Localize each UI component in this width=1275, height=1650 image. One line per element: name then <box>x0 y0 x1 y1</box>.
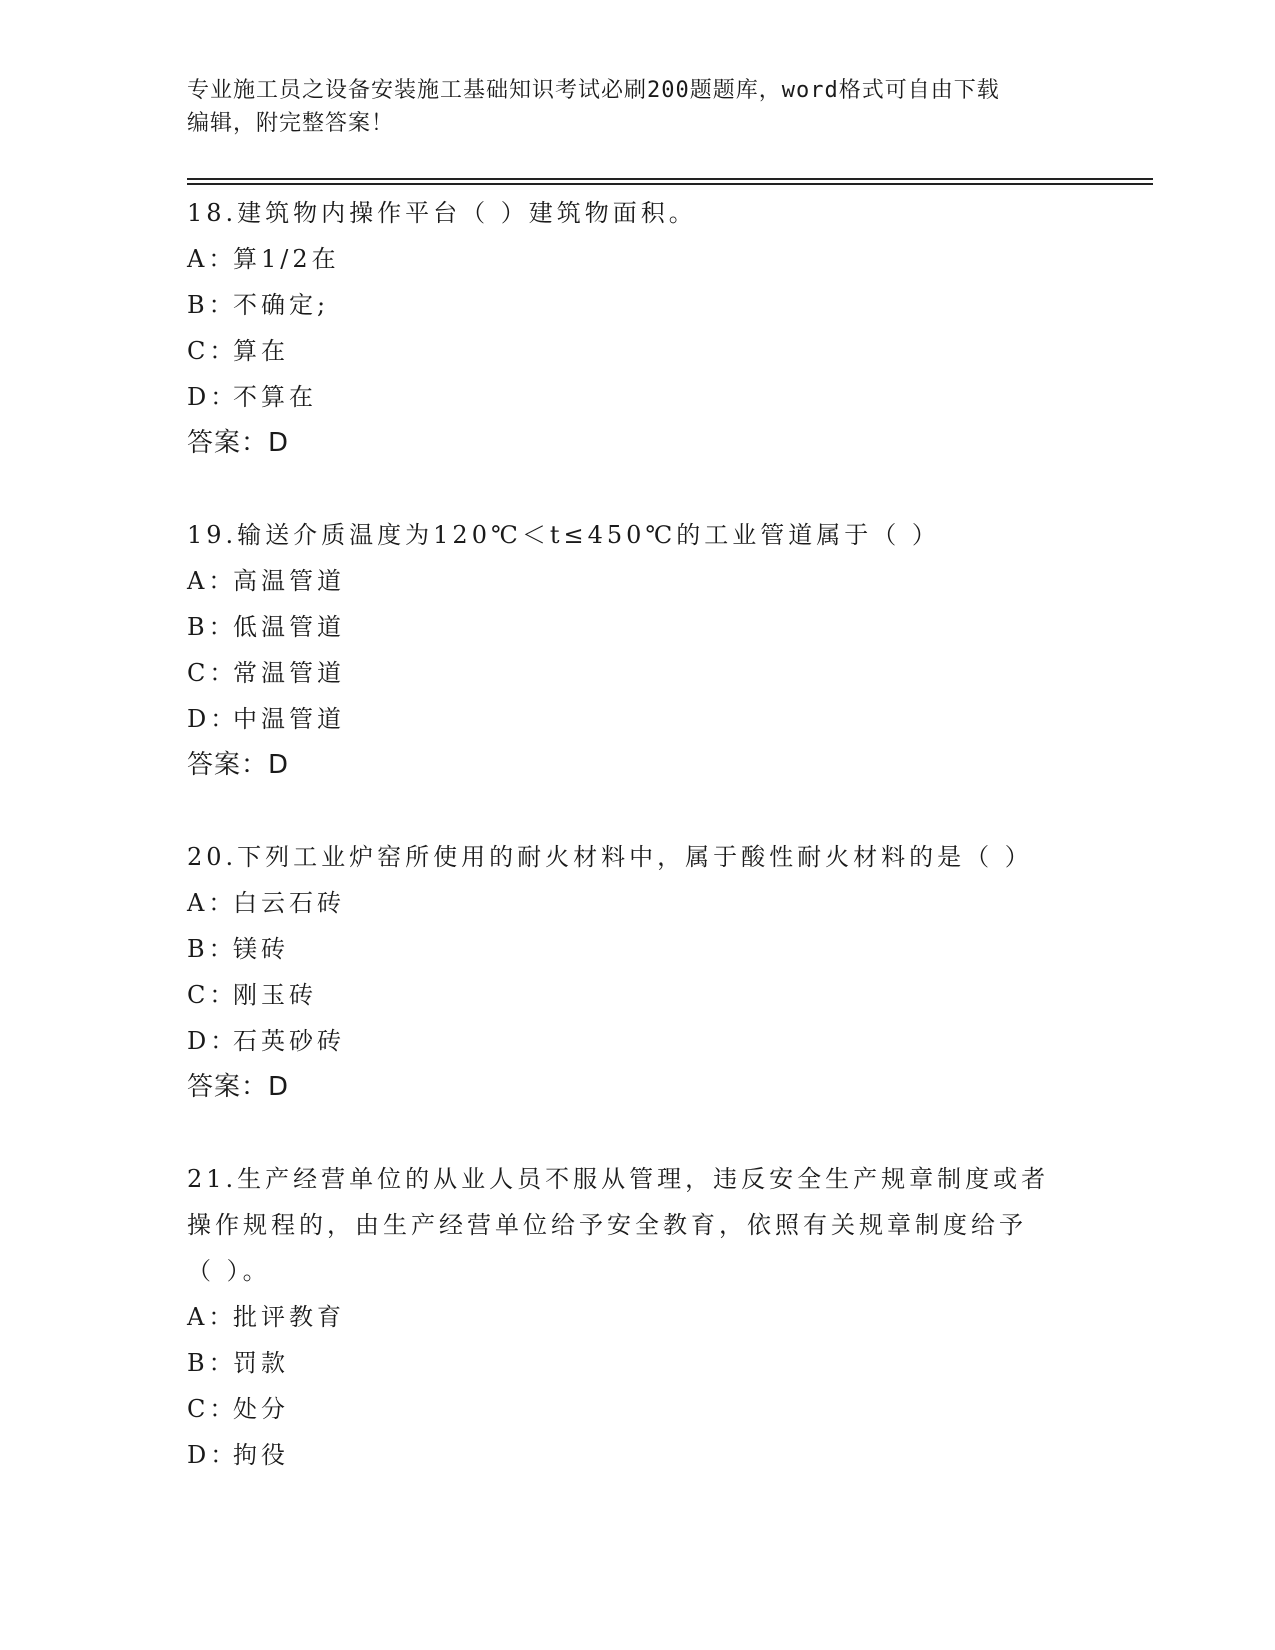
option-a <box>187 236 1087 282</box>
option-text: 白云石砖 <box>233 889 345 917</box>
option-letter: C： <box>187 981 238 1009</box>
header-divider-top <box>187 178 1153 180</box>
option-letter: A： <box>187 889 237 917</box>
option-text: 处分 <box>233 1395 289 1423</box>
question-21 <box>187 1156 1087 1478</box>
option-d <box>187 1018 1087 1064</box>
option-text: 不确定; <box>233 291 330 319</box>
option-text: 石英砂砖 <box>233 1027 345 1055</box>
option-letter: B： <box>187 291 237 319</box>
answer-line: 答案：D <box>187 428 290 458</box>
question-text-line-2: 操作规程的，由生产经营单位给予安全教育，依照有关规章制度给予 <box>187 1211 1027 1239</box>
header-line-2: 编辑，附完整答案！ <box>187 111 395 136</box>
option-text: 算1/2在 <box>233 245 340 273</box>
option-text: 高温管道 <box>233 567 345 595</box>
question-20 <box>187 834 1087 1110</box>
option-letter: D： <box>187 705 239 733</box>
option-text: 批评教育 <box>233 1303 345 1331</box>
option-b <box>187 282 1087 328</box>
option-letter: C： <box>187 659 238 687</box>
option-a <box>187 880 1087 926</box>
question-text: 18.建筑物内操作平台（ ）建筑物面积。 <box>187 199 697 227</box>
option-letter: D： <box>187 1027 239 1055</box>
document-header <box>187 74 1067 140</box>
answer-line: 答案：D <box>187 750 290 780</box>
option-a <box>187 558 1087 604</box>
option-letter: B： <box>187 613 237 641</box>
question-19 <box>187 512 1087 788</box>
answer-line: 答案：D <box>187 1072 290 1102</box>
option-text: 罚款 <box>233 1349 289 1377</box>
option-letter: C： <box>187 1395 238 1423</box>
option-letter: B： <box>187 935 237 963</box>
option-c <box>187 650 1087 696</box>
option-text: 刚玉砖 <box>233 981 317 1009</box>
option-d <box>187 1432 1087 1478</box>
question-list <box>187 190 1087 1524</box>
option-text: 不算在 <box>233 383 317 411</box>
question-18 <box>187 190 1087 466</box>
question-text: 20.下列工业炉窑所使用的耐火材料中，属于酸性耐火材料的是（ ） <box>187 843 1033 871</box>
option-letter: A： <box>187 567 237 595</box>
option-letter: A： <box>187 1303 237 1331</box>
option-letter: D： <box>187 1441 239 1469</box>
option-c <box>187 972 1087 1018</box>
option-d <box>187 696 1087 742</box>
option-a <box>187 1294 1087 1340</box>
option-d <box>187 374 1087 420</box>
option-letter: C： <box>187 337 238 365</box>
option-text: 拘役 <box>233 1441 289 1469</box>
option-text: 中温管道 <box>233 705 345 733</box>
option-b <box>187 604 1087 650</box>
option-letter: B： <box>187 1349 237 1377</box>
question-text-line-3: （ ）。 <box>187 1257 271 1285</box>
option-text: 低温管道 <box>233 613 345 641</box>
option-text: 常温管道 <box>233 659 345 687</box>
question-text-line-1: 21.生产经营单位的从业人员不服从管理，违反安全生产规章制度或者 <box>187 1165 1050 1193</box>
option-c <box>187 1386 1087 1432</box>
option-letter: A： <box>187 245 237 273</box>
option-letter: D： <box>187 383 239 411</box>
header-line-1: 专业施工员之设备安装施工基础知识考试必刷200题题库，word格式可自由下载 <box>187 78 1000 103</box>
option-b <box>187 1340 1087 1386</box>
header-divider-bottom <box>187 183 1153 185</box>
option-c <box>187 328 1087 374</box>
question-text: 19.输送介质温度为120℃＜t≤450℃的工业管道属于（ ） <box>187 521 940 549</box>
option-text: 镁砖 <box>233 935 289 963</box>
option-b <box>187 926 1087 972</box>
option-text: 算在 <box>233 337 289 365</box>
